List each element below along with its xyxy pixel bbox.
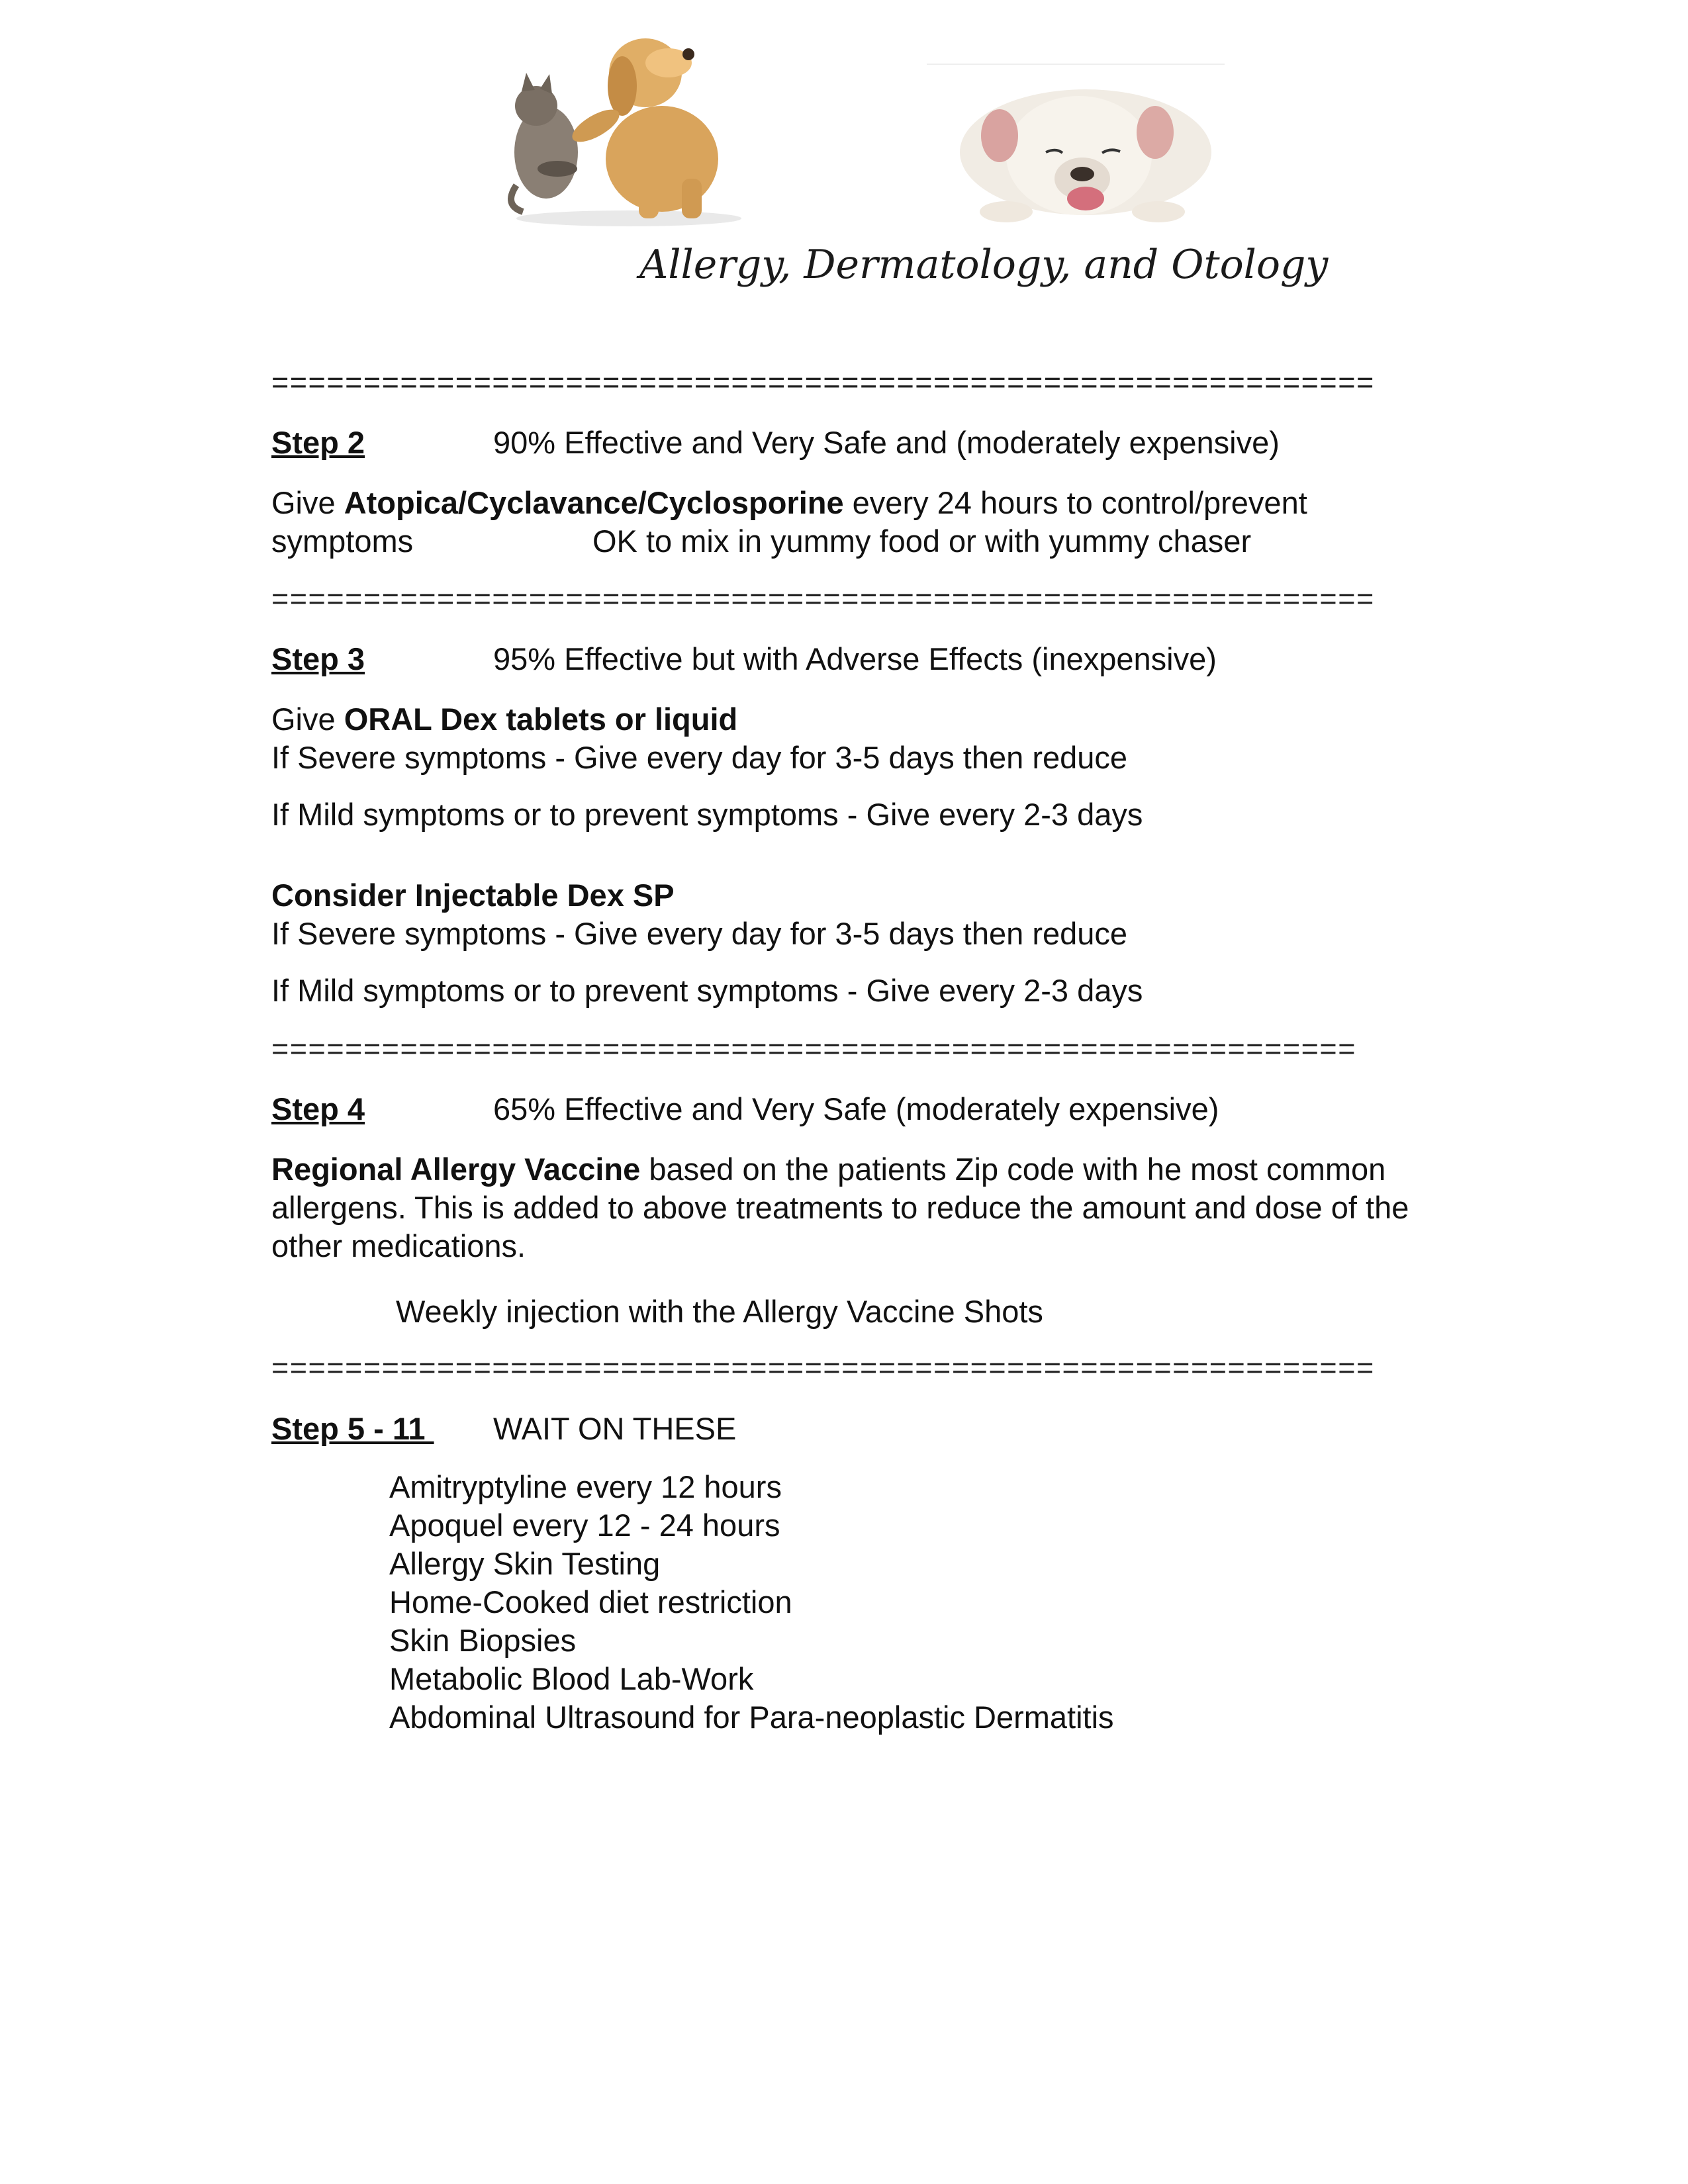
- list-item: Abdominal Ultrasound for Para-neoplastic Dermatitis: [389, 1700, 1114, 1735]
- page-title: Allergy, Dermatology, and Otology: [639, 242, 1329, 288]
- list-item: Allergy Skin Testing: [389, 1546, 661, 1581]
- step-2-line-2b: OK to mix in yummy food or with yummy chaser: [592, 523, 1252, 559]
- step-4-line-2: allergens. This is added to above treatments to reduce the amount and dose of the: [271, 1190, 1409, 1225]
- list-item: Home-Cooked diet restriction: [389, 1584, 792, 1619]
- step-4-weekly: Weekly injection with the Allergy Vaccine Shots: [396, 1294, 1043, 1329]
- step-2-line-2a: symptoms: [271, 523, 414, 559]
- step-3-inject: Consider Injectable Dex SP: [271, 878, 675, 913]
- list-item: Metabolic Blood Lab-Work: [389, 1661, 754, 1696]
- bulldog-image: [927, 63, 1225, 228]
- step-5-11-label: Step 5 - 11: [271, 1411, 434, 1446]
- cat-and-puppy-image: [496, 26, 761, 232]
- step-4-label: Step 4: [271, 1091, 365, 1126]
- step-3-label: Step 3: [271, 641, 365, 676]
- step-3-oral-mild: If Mild symptoms or to prevent symptoms - Give every 2-3 days: [271, 797, 1143, 832]
- separator: ============================================================: [271, 365, 1375, 399]
- separator: ============================================================: [271, 1351, 1375, 1385]
- separator: ============================================================: [271, 582, 1375, 615]
- step-2-label: Step 2: [271, 425, 365, 460]
- step-5-11-summary: WAIT ON THESE: [493, 1411, 737, 1446]
- list-item: Skin Biopsies: [389, 1623, 577, 1658]
- step-2-line-1: Give Atopica/Cyclavance/Cyclosporine every 24 hours to control/prevent: [271, 485, 1307, 520]
- step-2-summary: 90% Effective and Very Safe and (moderately expensive): [493, 425, 1280, 460]
- step-4-line-3: other medications.: [271, 1228, 526, 1263]
- list-item: Apoquel every 12 - 24 hours: [389, 1508, 780, 1543]
- step-4-line-1: Regional Allergy Vaccine based on the patients Zip code with he most common: [271, 1152, 1386, 1187]
- step-3-summary: 95% Effective but with Adverse Effects (inexpensive): [493, 641, 1217, 676]
- step-3-oral: Give ORAL Dex tablets or liquid: [271, 702, 738, 737]
- step-3-inject-severe: If Severe symptoms - Give every day for 3-5 days then reduce: [271, 916, 1128, 951]
- separator: ===========================================================: [271, 1032, 1356, 1066]
- step-3-oral-severe: If Severe symptoms - Give every day for 3-5 days then reduce: [271, 740, 1128, 775]
- wait-list: [389, 1468, 1114, 1737]
- step-4-summary: 65% Effective and Very Safe (moderately expensive): [493, 1091, 1219, 1126]
- list-item: Amitryptyline every 12 hours: [389, 1469, 782, 1504]
- step-3-inject-mild: If Mild symptoms or to prevent symptoms - Give every 2-3 days: [271, 973, 1143, 1008]
